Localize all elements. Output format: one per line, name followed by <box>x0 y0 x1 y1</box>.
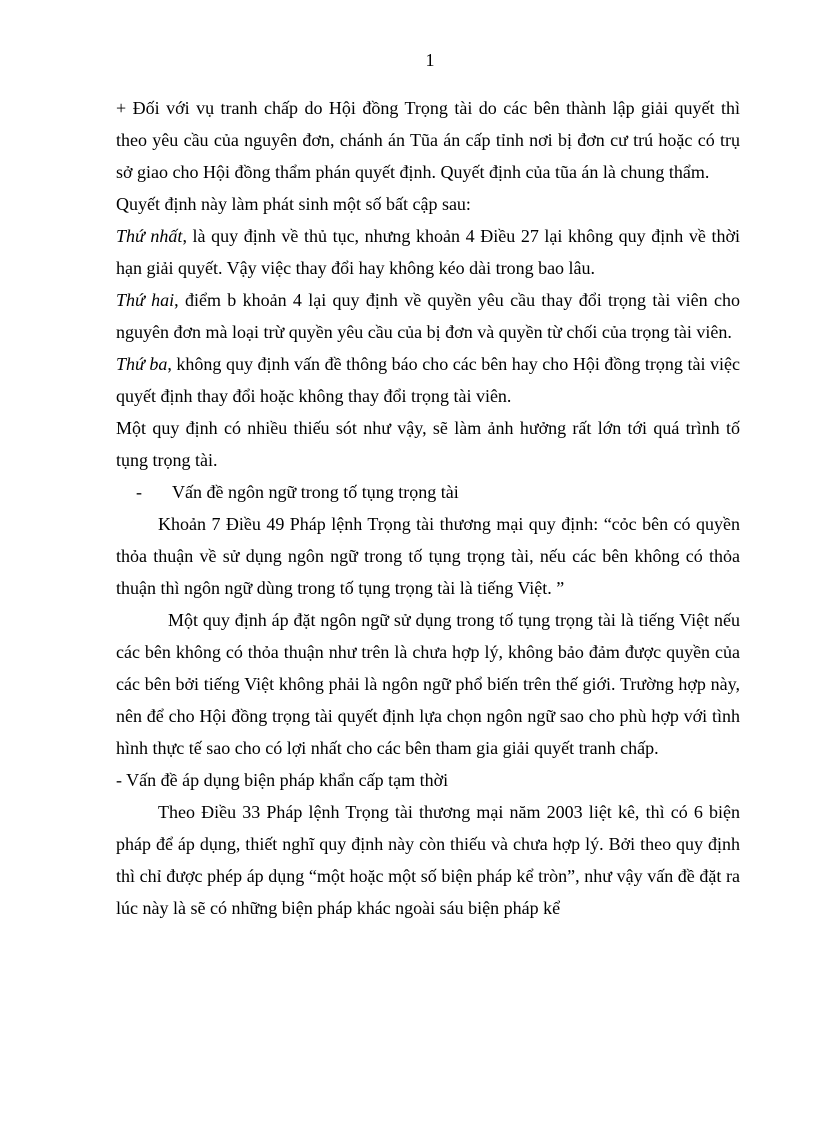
paragraph-article-33: Theo Điều 33 Pháp lệnh Trọng tài thương mại năm 2003 liệt kê, thì có 6 biện pháp để áp dụng, thiết nghĩ quy định này còn thiếu và chưa hợp lý. Bởi theo quy định thì chỉ được phép áp dụng “một hoặc một số biện pháp kể tròn”, như vậy vấn đề đặt ra lúc này là sẽ có những biện pháp khác ngoài sáu biện pháp kể <box>116 802 740 918</box>
section-heading-interim-measures: - Vấn đề áp dụng biện pháp khẩn cấp tạm thời <box>116 770 449 790</box>
paragraph-arbitration-council-dispute: + Đối với vụ tranh chấp do Hội đồng Trọng tài do các bên thành lập giải quyết thì theo yêu cầu của nguyên đơn, chánh án Tũa án cấp tỉnh nơi bị đơn cư trú hoặc có trụ sở giao cho Hội đồng thẩm phán quyết định. Quyết định của tũa án là chung thẩm. <box>116 98 740 182</box>
second-point-lead: Thứ hai <box>116 290 175 310</box>
document-body <box>116 92 740 924</box>
first-point-lead: Thứ nhất <box>116 226 183 246</box>
first-point-text: , là quy định về thủ tục, nhưng khoản 4 Điều 27 lại không quy định về thời hạn giải quyết. Vậy việc thay đổi hay không kéo dài trong bao lâu. <box>116 226 740 278</box>
page-number: 1 <box>425 50 435 70</box>
paragraph-second-point <box>116 284 740 348</box>
heading-dash: - <box>136 482 142 502</box>
paragraph-clause-7-article-49: Khoản 7 Điều 49 Pháp lệnh Trọng tài thương mại quy định: “cỏc bên có quyền thỏa thuận về sử dụng ngôn ngữ trong tố tụng trọng tài, nếu các bên không có thỏa thuận thì ngôn ngữ dùng trong tố tụng trọng tài là tiếng Việt. ” <box>116 514 740 598</box>
third-point-text: , không quy định vấn đề thông báo cho các bên hay cho Hội đồng trọng tài việc quyết định thay đổi hoặc không thay đổi trọng tài viên. <box>116 354 740 406</box>
paragraph-first-point <box>116 220 740 284</box>
paragraph-conclusion-shortcomings: Một quy định có nhiều thiếu sót như vậy, sẽ làm ảnh hưởng rất lớn tới quá trình tố tụng trọng tài. <box>116 418 740 470</box>
paragraph-language-imposition: Một quy định áp đặt ngôn ngữ sử dụng trong tố tụng trọng tài là tiếng Việt nếu các bên không có thỏa thuận như trên là chưa hợp lý, không bảo đảm được quyền của các bên bởi tiếng Việt không phải là ngôn ngữ phổ biến trên thế giới. Trường hợp này, nên để cho Hội đồng trọng tài quyết định lựa chọn ngôn ngữ sao cho phù hợp với tình hình thực tế sao cho có lợi nhất cho các bên tham gia giải quyết tranh chấp. <box>116 610 740 758</box>
second-point-text: , điểm b khoản 4 lại quy định về quyền yêu cầu thay đổi trọng tài viên cho nguyên đơn mà loại trừ quyền yêu cầu của bị đơn và quyền từ chối của trọng tài viên. <box>116 290 740 342</box>
heading-language-text: Vấn đề ngôn ngữ trong tố tụng trọng tài <box>172 482 459 502</box>
section-heading-language <box>116 476 740 508</box>
paragraph-shortcomings-intro: Quyết định này làm phát sinh một số bất cập sau: <box>116 194 471 214</box>
third-point-lead: Thứ ba <box>116 354 168 374</box>
paragraph-third-point <box>116 348 740 412</box>
